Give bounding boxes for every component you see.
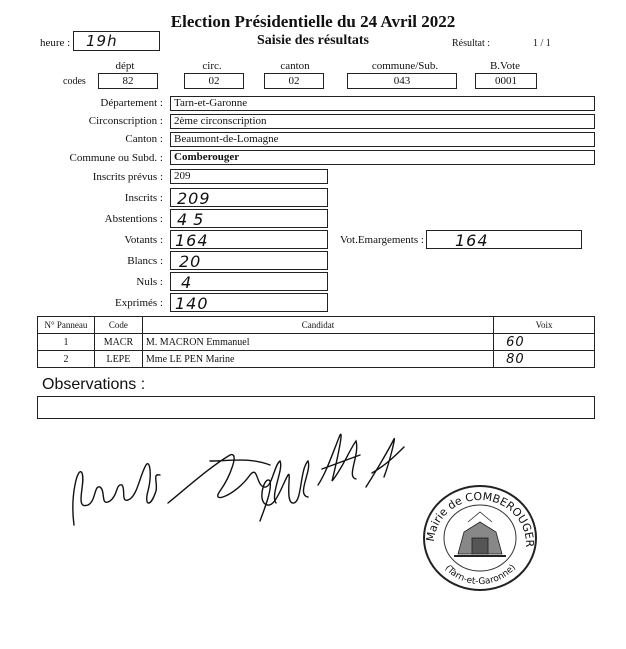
observations-field[interactable] — [37, 396, 595, 419]
nuls-label: Nuls : — [136, 276, 163, 288]
canton-label: Canton : — [125, 133, 163, 145]
inscrits-field[interactable] — [170, 188, 328, 207]
row-voix[interactable]: 80 — [494, 351, 595, 368]
circonscription-field — [170, 114, 595, 129]
codes-label: codes — [63, 76, 86, 87]
votants-value: 164 — [175, 231, 209, 250]
row-code: LEPE — [94, 351, 142, 368]
candidates-table — [37, 316, 595, 368]
row-panneau: 1 — [38, 334, 95, 351]
page-indicator: 1 / 1 — [533, 38, 551, 49]
votants-label: Votants : — [124, 234, 163, 246]
departement-label: Département : — [100, 97, 163, 109]
nuls-value: 4 — [181, 273, 193, 292]
table-header-row — [38, 317, 595, 334]
col-code: Code — [94, 317, 142, 334]
row-voix[interactable]: 60 — [494, 334, 595, 351]
signatures — [60, 425, 420, 535]
bvote-code: 0001 — [475, 73, 537, 89]
abstentions-label: Abstentions : — [104, 213, 163, 225]
votants-field[interactable] — [170, 230, 328, 249]
circonscription-label: Circonscription : — [88, 115, 163, 127]
document-subtitle: Saisie des résultats — [257, 33, 369, 48]
col-panneau: N° Panneau — [38, 317, 95, 334]
dept-code: 82 — [98, 73, 158, 89]
commune-value: Comberouger — [174, 151, 240, 163]
commune-code: 043 — [347, 73, 457, 89]
inscrits-prevus-value: 209 — [174, 170, 191, 182]
exprimes-value: 140 — [175, 294, 209, 313]
departement-field — [170, 96, 595, 111]
circonscription-value: 2ème circonscription — [174, 115, 267, 127]
vot-emargements-value: 164 — [455, 231, 489, 250]
bvote-head: B.Vote — [489, 60, 521, 72]
col-voix: Voix — [494, 317, 595, 334]
signature-5 — [366, 439, 404, 487]
stamp-building-icon — [454, 512, 506, 556]
table-row — [38, 351, 595, 368]
blancs-label: Blancs : — [127, 255, 163, 267]
inscrits-value: 209 — [177, 189, 211, 208]
row-candidat: Mme LE PEN Marine — [142, 351, 493, 368]
signature-2 — [168, 455, 281, 503]
observations-label: Observations : — [42, 376, 146, 393]
inscrits-prevus-field — [170, 169, 328, 184]
signature-3 — [260, 461, 309, 521]
blancs-value: 20 — [179, 252, 202, 271]
signature-4 — [318, 434, 360, 485]
dept-head: dépt — [115, 60, 135, 72]
nuls-field[interactable] — [170, 272, 328, 291]
abstentions-field[interactable] — [170, 209, 328, 228]
departement-value: Tarn-et-Garonne — [174, 97, 248, 109]
document-title: Election Présidentielle du 24 Avril 2022 — [170, 12, 456, 31]
mairie-stamp — [420, 482, 540, 592]
commune-field — [170, 150, 595, 165]
commune-label: Commune ou Subd. : — [69, 152, 163, 164]
blancs-field[interactable] — [170, 251, 328, 270]
heure-label: heure : — [40, 37, 71, 49]
col-candidat: Candidat — [142, 317, 493, 334]
vot-emargements-field[interactable] — [426, 230, 582, 249]
vot-emargements-label: Vot.Emargements : — [340, 234, 424, 246]
row-panneau: 2 — [38, 351, 95, 368]
row-candidat: M. MACRON Emmanuel — [142, 334, 493, 351]
commune-head: commune/Sub. — [371, 60, 439, 72]
stamp-text-top: Mairie de COMBEROUGER — [423, 489, 537, 548]
canton-code: 02 — [264, 73, 324, 89]
resultat-label: Résultat : — [452, 38, 491, 49]
canton-head: canton — [280, 60, 310, 72]
table-row — [38, 334, 595, 351]
circ-code: 02 — [184, 73, 244, 89]
inscrits-prevus-label: Inscrits prévus : — [92, 171, 163, 183]
heure-value: 19h — [86, 32, 118, 50]
signature-1 — [73, 464, 160, 525]
exprimes-label: Exprimés : — [115, 297, 163, 309]
exprimes-field[interactable] — [170, 293, 328, 312]
row-code: MACR — [94, 334, 142, 351]
canton-value: Beaumont-de-Lomagne — [174, 133, 279, 145]
heure-field[interactable] — [73, 31, 160, 51]
inscrits-label: Inscrits : — [124, 192, 163, 204]
stamp-text-bottom: (Tarn-et-Garonne) — [442, 562, 519, 588]
canton-field — [170, 132, 595, 147]
abstentions-value: 45 — [177, 210, 210, 229]
circ-head: circ. — [202, 60, 222, 72]
